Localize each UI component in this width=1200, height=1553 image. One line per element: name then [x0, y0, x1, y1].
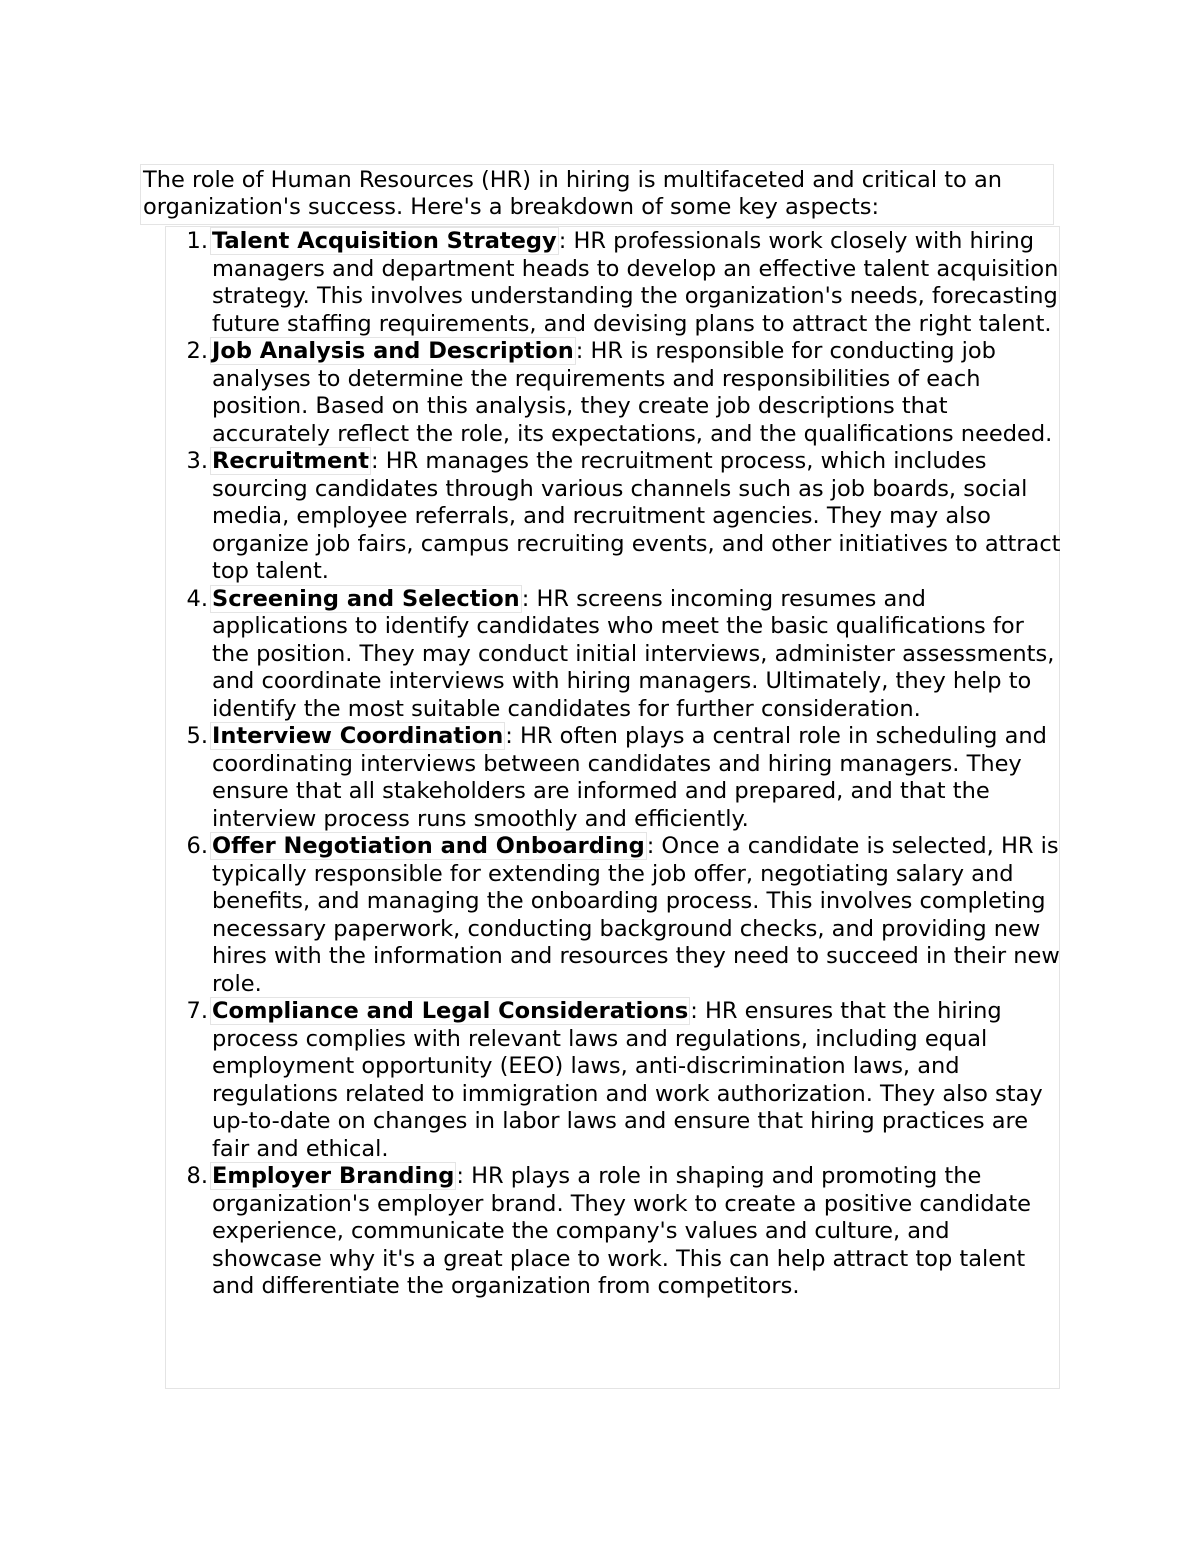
item-term: Offer Negotiation and Onboarding	[212, 833, 645, 859]
item-term: Talent Acquisition Strategy	[212, 228, 557, 254]
list-item	[186, 228, 1062, 338]
list-item	[186, 998, 1062, 1163]
item-term: Compliance and Legal Considerations	[212, 998, 689, 1024]
item-text: : HR often plays a central role in scheduling and coordinating interviews between candidates and hiring managers. They ensure that all stakeholders are informed and prepared, and that the interview process runs smoothly and efficiently.	[212, 723, 1047, 832]
list-item	[186, 585, 1062, 724]
list-item	[186, 338, 1062, 448]
item-term: Recruitment	[212, 448, 369, 474]
item-number: 7.	[186, 998, 208, 1024]
item-number: 1.	[186, 228, 208, 254]
item-number: 5.	[186, 723, 208, 749]
item-number: 3.	[186, 448, 208, 474]
item-text: : HR manages the recruitment process, which includes sourcing candidates through various channels such as job boards, social media, employee referrals, and recruitment agencies. They may also organize job fairs, campus recruiting events, and other initiatives to attract top talent.	[212, 448, 1061, 584]
list-item	[186, 1163, 1062, 1301]
item-text: : HR ensures that the hiring process complies with relevant laws and regulations, including equal employment opportunity (EEO) laws, anti-discrimination laws, and regulations related to immigration and work authorization. They also stay up-to-date on changes in labor laws and ensure that hiring practices are fair and ethical.	[212, 998, 1043, 1162]
item-term: Interview Coordination	[212, 723, 504, 749]
item-number: 4.	[186, 585, 208, 612]
item-text: : HR is responsible for conducting job analyses to determine the requirements and responsibilities of each position. Based on this analysis, they create job descriptions that accurately reflect the role, its expectations, and the qualifications needed.	[212, 338, 1053, 447]
item-text: : Once a candidate is selected, HR is typically responsible for extending the job offer, negotiating salary and benefits, and managing the onboarding process. This involves completing necessary paperwork, conducting background checks, and providing new hires with the information and resources they need to succeed in their new role.	[212, 833, 1060, 997]
list-item	[186, 448, 1062, 586]
item-term: Screening and Selection	[212, 585, 520, 612]
intro-paragraph: The role of Human Resources (HR) in hiring is multifaceted and critical to an organization's success. Here's a breakdown of some key aspects:	[140, 164, 1054, 225]
item-number: 6.	[186, 833, 208, 859]
item-number: 2.	[186, 338, 208, 364]
list-item	[186, 723, 1062, 833]
item-term: Job Analysis and Description	[212, 338, 574, 364]
item-number: 8.	[186, 1163, 208, 1189]
key-aspects-list	[186, 228, 1062, 1301]
item-text: : HR screens incoming resumes and applications to identify candidates who meet the basic qualifications for the position. They may conduct initial interviews, administer assessments, and coordinate interviews with hiring managers. Ultimately, they help to identify the most suitable candidates for further consideration.	[212, 585, 1055, 722]
item-text: : HR professionals work closely with hiring managers and department heads to develop an effective talent acquisition strategy. This involves understanding the organization's needs, forecasting future staffing requirements, and devising plans to attract the right talent.	[212, 228, 1059, 337]
item-text: : HR plays a role in shaping and promoting the organization's employer brand. They work to create a positive candidate experience, communicate the company's values and culture, and showcase why it's a great place to work. This can help attract top talent and differentiate the organization from competitors.	[212, 1163, 1032, 1299]
item-term: Employer Branding	[212, 1163, 455, 1189]
list-item	[186, 833, 1062, 998]
